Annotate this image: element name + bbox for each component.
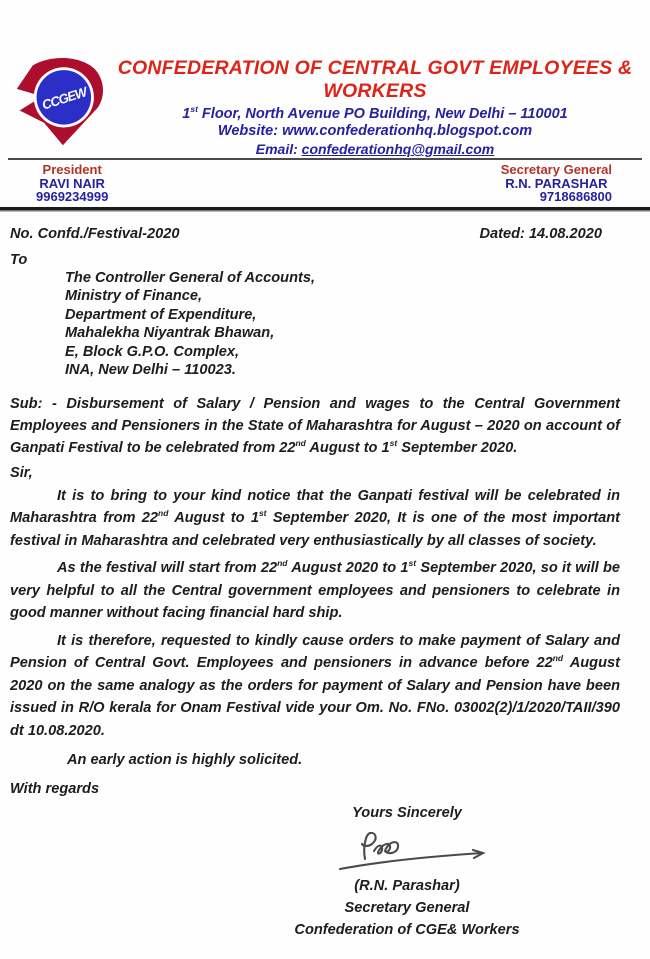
secretary-name: R.N. PARASHAR	[505, 175, 608, 191]
letter-body	[0, 210, 650, 942]
signature-underline	[340, 853, 482, 869]
org-logo	[14, 56, 108, 150]
letterhead	[0, 0, 650, 158]
letterhead-text	[110, 57, 640, 158]
salutation: Sir,	[10, 464, 33, 481]
org-email: Email: confederationhq@gmail.com	[255, 141, 495, 157]
recipient-line: Mahalekha Niyantrak Bhawan,	[65, 325, 275, 341]
president-phone: 9969234999	[36, 189, 109, 204]
secretary-phone: 9718686800	[539, 189, 612, 204]
to-label: To	[10, 251, 28, 268]
org-logo-icon	[14, 56, 108, 150]
org-name: CONFEDERATION OF CENTRAL GOVT EMPLOYEES & WORKERS	[117, 57, 633, 102]
reference-row	[10, 223, 620, 245]
president-block	[36, 163, 108, 204]
secretary-block	[501, 163, 612, 204]
logo-text: CCGEW	[40, 84, 89, 113]
body-paragraph-2: As the festival will start from 22nd August 2020 to 1st September 2020, so it will be very helpful to all the Central government employees and pensioners to celebrate in good manner without facing financial hard ship.	[10, 558, 620, 621]
secretary-title: Secretary General	[500, 162, 612, 177]
president-title: President	[42, 162, 102, 177]
recipient-line: Department of Expenditure,	[65, 306, 257, 323]
signatory-designation: Secretary General	[344, 900, 470, 916]
signatory-organisation: Confederation of CGE& Workers	[294, 922, 520, 938]
recipient-line: Ministry of Finance,	[65, 288, 203, 304]
signature-loops	[374, 842, 398, 854]
signature-letter	[362, 833, 376, 859]
org-address: 1st Floor, North Avenue PO Building, New Delhi – 110001	[182, 104, 568, 122]
officers-row	[0, 160, 650, 207]
subject-line: Sub: - Disbursement of Salary / Pension and wages to the Central Government Employees and Pensioners in the State of Maharashtra for August – 2020 on account of Ganpati Festival to be celebrated from 22nd August to 1st September 2020.	[10, 395, 620, 456]
body-paragraph-3: It is therefore, requested to kindly cause orders to make payment of Salary and Pension of Central Govt. Employees and pensioners in advance before 22nd August 2020 on the same analogy as the orders for payment of Salary and Pension have been issued in R/O kerala for Onam Festival vide your Om. No. FNo. 03002(2)/1/2020/TAII/390 dt 10.08.2020.	[10, 632, 620, 739]
recipient-address	[65, 269, 620, 380]
solicitation-line: An early action is highly solicited.	[67, 752, 303, 768]
reference-number: No. Confd./Festival-2020	[10, 225, 180, 242]
president-name: RAVI NAIR	[39, 175, 105, 191]
signature-scribble	[332, 823, 502, 875]
signatory-name: (R.N. Parashar)	[354, 878, 460, 894]
org-website: Website: www.confederationhq.blogspot.com	[217, 123, 533, 139]
recipient-line: The Controller General of Accounts,	[65, 269, 316, 286]
recipient-line: E, Block G.P.O. Complex,	[65, 343, 240, 360]
body-paragraph-1: It is to bring to your kind notice that the Ganpati festival will be celebrated in Maharashtra from 22nd August to 1st September 2020, It is one of the most important festival in Maharashtra and celebrated very enthusiastically by all classes of society.	[10, 487, 620, 549]
closing-salutation: Yours Sincerely	[352, 805, 462, 821]
letter-date: Dated: 14.08.2020	[479, 225, 602, 242]
with-regards: With regards	[10, 781, 100, 797]
closing-block	[282, 803, 532, 941]
recipient-line: INA, New Delhi – 110023.	[65, 362, 236, 378]
